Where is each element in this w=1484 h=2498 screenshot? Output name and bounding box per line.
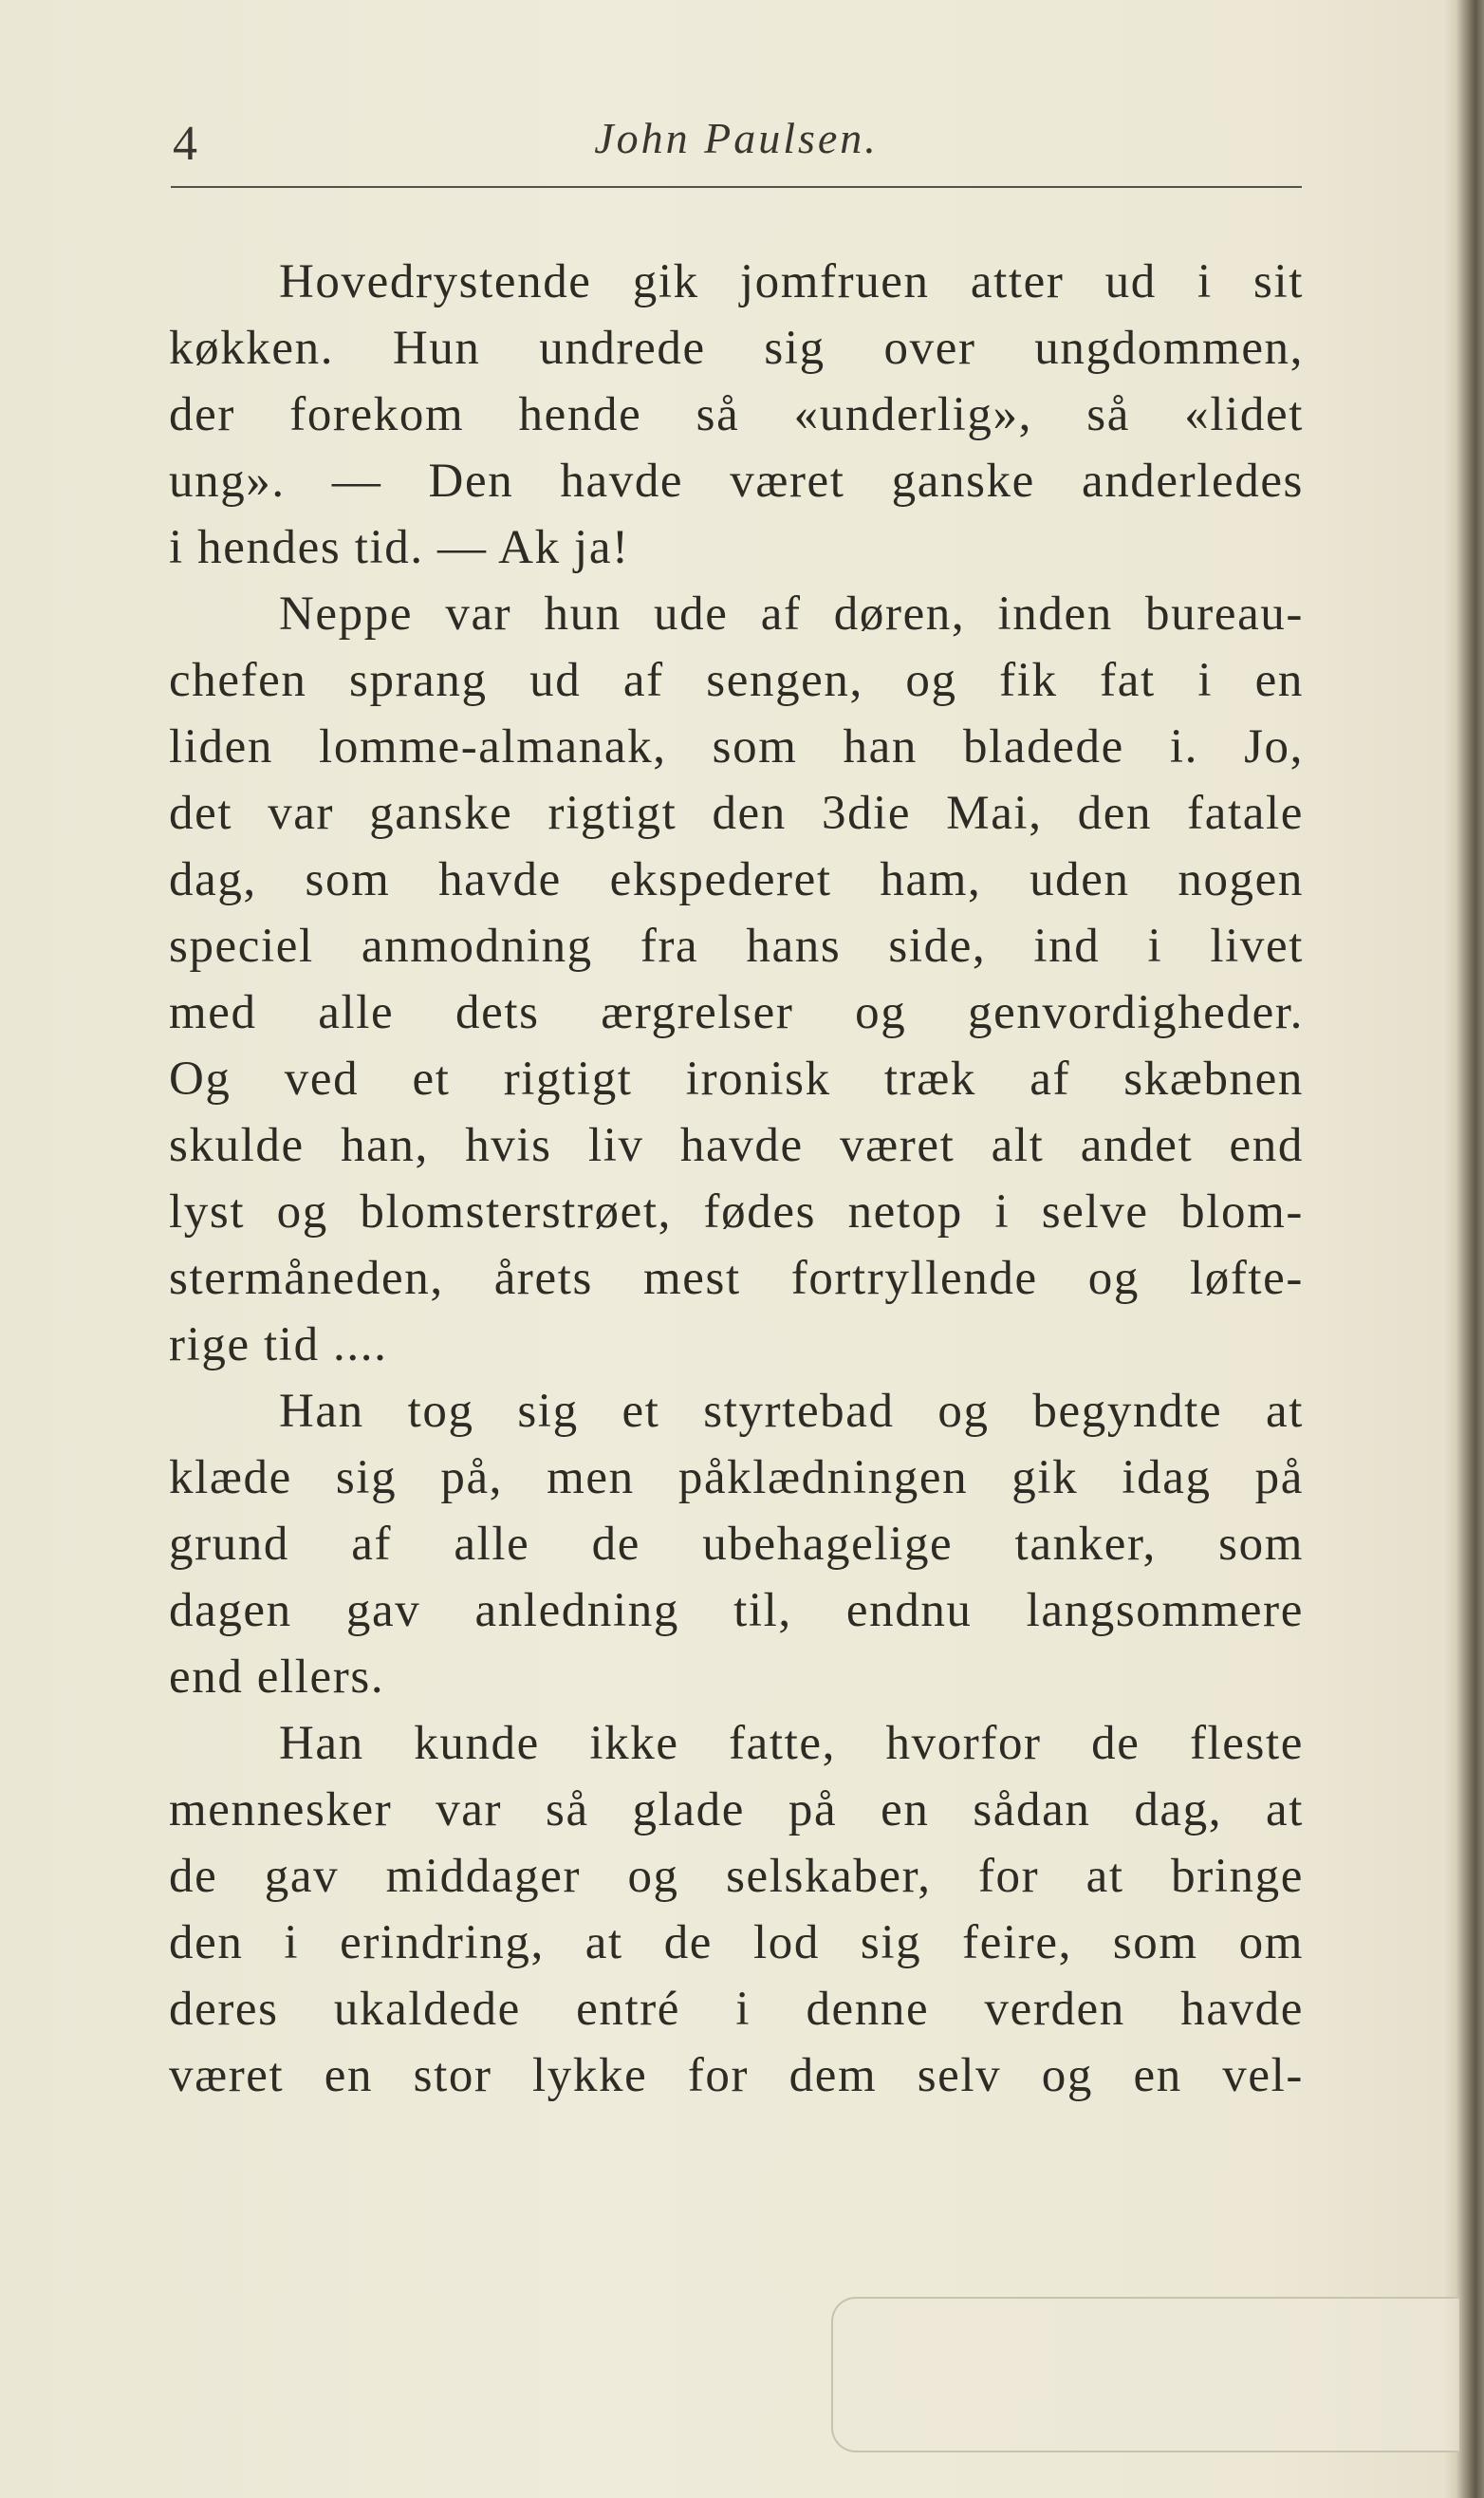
- text-line: den i erindring, at de lod sig feire, som om: [169, 1916, 1304, 1969]
- text-line: end ellers.: [169, 1650, 385, 1704]
- text-line: været en stor lykke for dem selv og en vel-: [169, 2049, 1304, 2102]
- running-head: [171, 112, 1302, 178]
- text-line: ung». — Den havde været ganske anderledes: [169, 455, 1304, 508]
- text-line: med alle dets ærgrelser og genvordigheder.: [169, 986, 1304, 1039]
- text-line: der forekom hende så «underlig», så «lidet: [169, 388, 1304, 441]
- text-line: Han kunde ikke fatte, hvorfor de fleste: [279, 1717, 1304, 1770]
- header-rule: [171, 186, 1302, 188]
- text-line: speciel anmodning fra hans side, ind i livet: [169, 920, 1304, 973]
- body-text: [169, 249, 1304, 2109]
- library-stamp-outline: [831, 2297, 1459, 2452]
- text-line: i hendes tid. — Ak ja!: [169, 521, 630, 574]
- text-line: dagen gav anledning til, endnu langsommere: [169, 1584, 1304, 1637]
- text-line: Neppe var hun ude af døren, inden bureau-: [279, 587, 1304, 641]
- text-line: Hovedrystende gik jomfruen atter ud i sit: [279, 255, 1304, 308]
- text-line: chefen sprang ud af sengen, og fik fat i en: [169, 654, 1304, 707]
- text-line: det var ganske rigtigt den 3die Mai, den fatale: [169, 787, 1304, 840]
- text-line: Han tog sig et styrtebad og begyndte at: [279, 1385, 1304, 1438]
- text-line: Og ved et rigtigt ironisk træk af skæbnen: [169, 1053, 1304, 1106]
- text-line: grund af alle de ubehagelige tanker, som: [169, 1518, 1304, 1571]
- text-line: de gav middager og selskaber, for at bringe: [169, 1850, 1304, 1903]
- text-line: køkken. Hun undrede sig over ungdommen,: [169, 322, 1304, 375]
- running-title: John Paulsen.: [594, 114, 879, 162]
- text-line: stermåneden, årets mest fortryllende og løfte-: [169, 1252, 1304, 1305]
- page-number: 4: [173, 117, 197, 171]
- text-line: skulde han, hvis liv havde været alt andet end: [169, 1119, 1304, 1172]
- page-edge-shadow: [1442, 0, 1456, 2498]
- text-line: lyst og blomsterstrøet, fødes netop i selve blom-: [169, 1185, 1304, 1239]
- text-line: mennesker var så glade på en sådan dag, at: [169, 1783, 1304, 1836]
- text-line: deres ukaldede entré i denne verden havde: [169, 1983, 1304, 2036]
- text-line: klæde sig på, men påklædningen gik idag på: [169, 1451, 1304, 1504]
- text-line: dag, som havde ekspederet ham, uden nogen: [169, 853, 1304, 906]
- text-line: liden lomme-almanak, som han bladede i. Jo,: [169, 720, 1304, 774]
- binding-edge: [1456, 0, 1484, 2498]
- text-line: rige tid ....: [169, 1318, 388, 1371]
